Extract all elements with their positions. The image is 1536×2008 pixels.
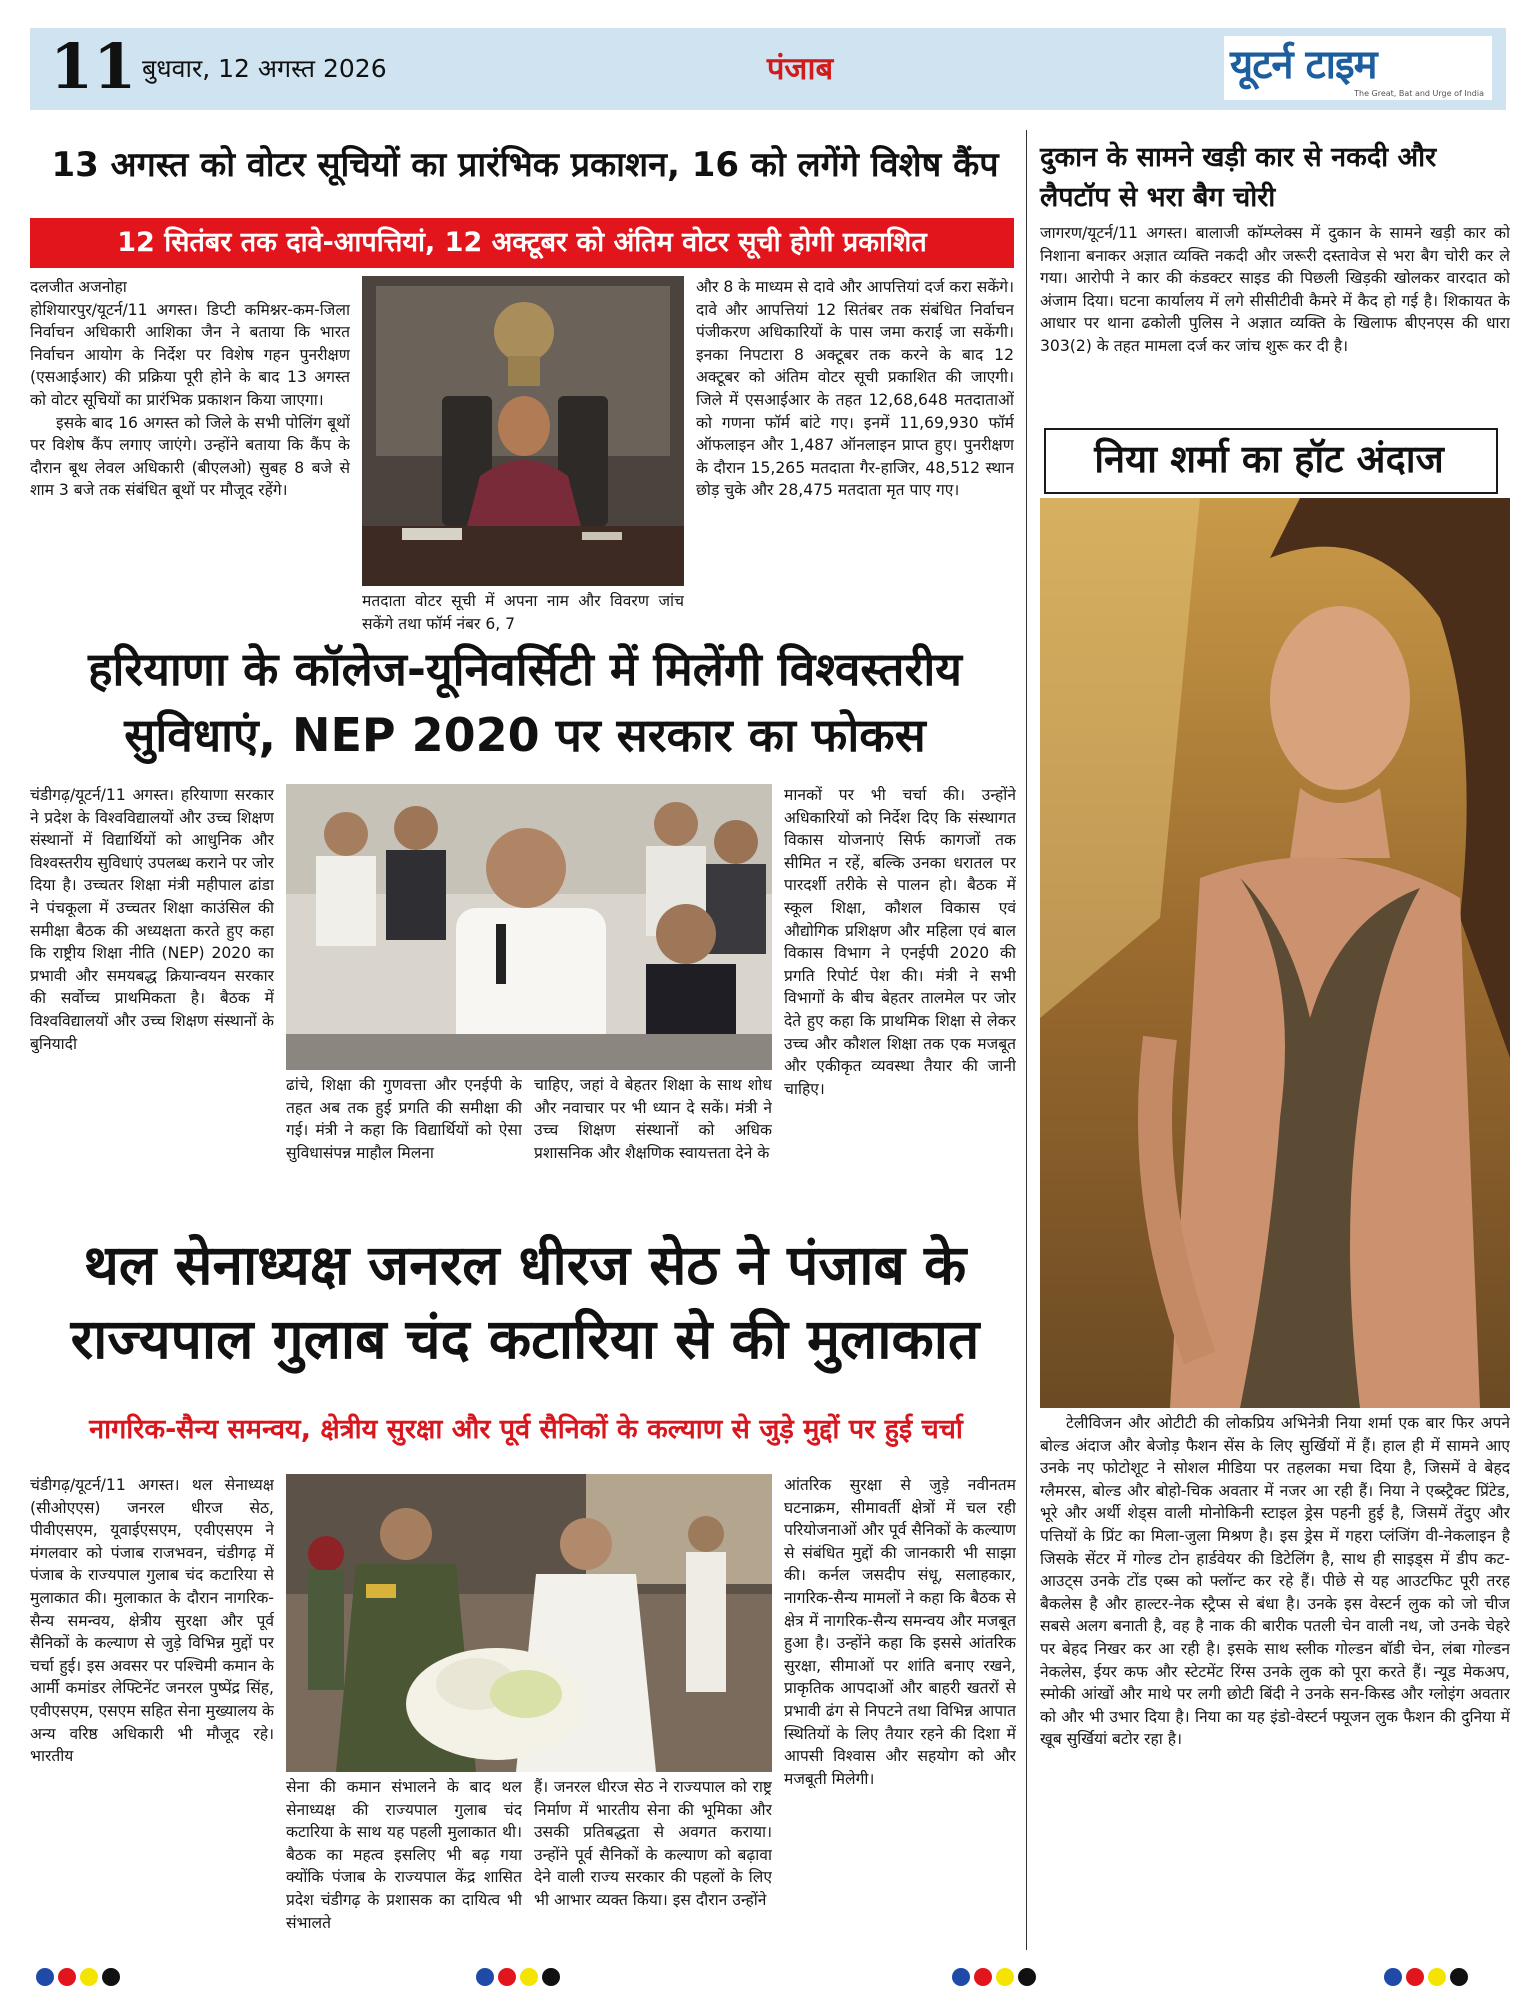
theft-headline: दुकान के सामने खड़ी कार से नकदी और लैपटॉप से भरा बैग चोरी: [1040, 142, 1437, 213]
army-para-3: हैं। जनरल धीरज सेठ ने राज्यपाल को राष्ट्र निर्माण में भारतीय सेना की भूमिका और उसकी प्रतिबद्धता से अवगत कराया। उन्होंने पूर्व सैनिकों के कल्याण को बढ़ावा देने वाली राज्य सरकार की पहलों के लिए भी आभार व्यक्त किया। इस दौरान उन्होंने: [534, 1778, 772, 1909]
dot-red: [974, 1968, 992, 1986]
dot-red: [58, 1968, 76, 1986]
logo-tagline: The Great, Bat and Urge of India: [1354, 89, 1484, 98]
voter-col-1: [30, 276, 350, 602]
dc-photo: [362, 276, 684, 586]
dot-black: [1018, 1968, 1036, 1986]
haryana-photo-illustration: [286, 784, 772, 1070]
voter-headline: 13 अगस्त को वोटर सूचियों का प्रारंभिक प्रकाशन, 16 को लगेंगे विशेष कैंप: [51, 145, 999, 185]
army-col-4: [784, 1474, 1016, 1950]
registration-dots-3: [952, 1968, 1040, 1988]
registration-dots-4: [1384, 1968, 1472, 1988]
haryana-headline-line-1: हरियाणा के कॉलेज-यूनिवर्सिटी में मिलेंगी विश्वस्तरीय: [88, 642, 962, 696]
dot-yellow: [1428, 1968, 1446, 1986]
dot-red: [1406, 1968, 1424, 1986]
voter-para-2: इसके बाद 16 अगस्त को जिले के सभी पोलिंग बूथों पर विशेष कैंप लगाए जाएंगे। उन्होंने बताया कि कैंप के दौरान बूथ लेवल अधिकारी (बीएलओ) सुबह 8 बजे से शाम 3 बजे तक संबंधित बूथों पर मौजूद रहेंगे।: [30, 413, 350, 500]
haryana-col-1: [30, 784, 274, 1194]
registration-dots-2: [476, 1968, 564, 1988]
registration-dots-1: [36, 1968, 124, 1988]
nia-photo-illustration: [1040, 498, 1510, 1408]
army-deck: नागरिक-सैन्य समन्वय, क्षेत्रीय सुरक्षा और पूर्व सैनिकों के कल्याण से जुड़े मुद्दों पर हुई चर्चा: [89, 1414, 963, 1445]
voter-col-2: मतदाता वोटर सूची में अपना नाम और विवरण जांच सकेंगे तथा फॉर्म नंबर 6, 7: [362, 592, 684, 633]
theft-para: जागरण/यूटर्न/11 अगस्त। बालाजी कॉम्प्लेक्स में दुकान के सामने खड़ी कार को निशाना बनाकर अज्ञात व्यक्ति नकदी और जरूरी दस्तावेज से भरा बैग चोरी कर ले गया। आरोपी ने कार की कंडक्टर साइड की पिछली खिड़की खोलकर वारदात को अंजाम दिया। घटना कार्यालय में लगे सीसीटीवी कैमरे में कैद हो गई है। शिकायत के आधार पर थाना ढकोली पुलिस ने अज्ञात व्यक्ति के खिलाफ बीएनएस की धारा 303(2) के तहत मामला दर्ज कर जांच शुरू कर दी है।: [1040, 224, 1510, 355]
nia-para: टेलीविजन और ओटीटी की लोकप्रिय अभिनेत्री निया शर्मा एक बार फिर अपने बोल्ड अंदाज और बेजोड़ फैशन सेंस के लिए सुर्खियों में हैं। हाल ही में सामने आए उनके नए फोटोशूट ने सोशल मीडिया पर तहलका मचा दिया है, जिसमें वे बेहद ग्लैमरस, बोल्ड और बोहो-चिक अवतार में नजर आ रही हैं। निया ने एब्स्ट्रैक्ट प्रिंटेड, भूरे और अर्थी शेड्स वाली मोनोकिनी स्टाइल ड्रेस पहनी हुई है, जिसमें तेंदुए और पत्तियों के प्रिंट का मिला-जुला मिश्रण है। इस ड्रेस में गहरा प्लंजिंग वी-नेकलाइन है जिसके सेंटर में गोल्ड टोन हार्डवेयर की डिटेलिंग है, साथ ही साइड्स में डीप कट-आउट्स उनके टोंड एब्स को फ्लॉन्ट कर रहे हैं। पीछे से यह आउटफिट पूरी तरह बैकलेस है और हाल्टर-नेक स्ट्रैप्स से बंधा है। उनके इस वेस्टर्न लुक को जो चीज सबसे अलग बनाती है, वह है नाक की बारीक पतली चेन वाली नथ, जो उनके चेहरे पर बेहद निखर कर आ रही है। इसके साथ स्लीक गोल्डन बॉडी चेन, लंबा गोल्डन नेकलेस, ईयर कफ और स्टेटमेंट रिंग्स उनके लुक को पूरा करते हैं। न्यूड मेकअप, स्मोकी आंखों और माथे पर लगी छोटी बिंदी ने उनके सन-किस्ड और ग्लोइंग अवतार को और भी उभार दिया है। निया का यह इंडो-वेस्टर्न फ्यूजन लुक फैशन की दुनिया में खूब सुर्खियां बटोर रहा है।: [1040, 1414, 1510, 1749]
dot-yellow: [80, 1968, 98, 1986]
army-col-3: [534, 1776, 772, 1950]
voter-para-3: और 8 के माध्यम से दावे और आपत्तियां दर्ज करा सकेंगे। दावे और आपत्तियां 12 सितंबर तक संबंधित निर्वाचन पंजीकरण अधिकारियों के पास जमा कराई जा सकेंगी। इनका निपटारा 8 अक्टूबर तक करने के बाद 12 अक्टूबर को अंतिम वोटर सूची प्रकाशित की जाएगी। जिले में एसआईआर के तहत 12,68,648 मतदाताओं को गणना फॉर्म बांटे गए। इनमें 11,69,930 फॉर्म ऑफलाइन और 1,487 ऑनलाइन प्राप्त हुए। पुनरीक्षण के दौरान 15,265 मतदाता गैर-हाजिर, 48,512 स्थान छोड़ चुके और 28,475 मतदाता मृत पाए गए।: [696, 278, 1014, 500]
dot-blue: [952, 1968, 970, 1986]
dot-red: [498, 1968, 516, 1986]
newspaper-logo: [1224, 36, 1492, 100]
voter-col-3: [696, 276, 1014, 612]
voter-para-1: होशियारपुर/यूटर्न/11 अगस्त। डिप्टी कमिश्नर-कम-जिला निर्वाचन अधिकारी आशिका जैन ने बताया कि भारत निर्वाचन आयोग के निर्देश पर विशेष गहन पुनरीक्षण (एसआईआर) की प्रक्रिया पूरी होने के बाद 13 अगस्त को वोटर सूचियों का प्रारंभिक प्रकाशन किया जाएगा।: [30, 300, 350, 409]
haryana-para-2: ढांचे, शिक्षा की गुणवत्ता और एनईपी के तहत अब तक हुई प्रगति की समीक्षा की गई। मंत्री ने कहा कि विद्यार्थियों को ऐसा सुविधासंपन्न माहौल मिलना: [286, 1076, 522, 1162]
dot-black: [542, 1968, 560, 1986]
haryana-headline-line-2: सुविधाएं, NEP 2020 पर सरकार का फोकस: [124, 708, 926, 762]
haryana-para-1: चंडीगढ़/यूटर्न/11 अगस्त। हरियाणा सरकार ने प्रदेश के विश्वविद्यालयों और उच्च शिक्षण संस्थानों में विद्यार्थियों को आधुनिक और विश्वस्तरीय सुविधाएं उपलब्ध कराने पर जोर दिया है। उच्चतर शिक्षा मंत्री महीपाल ढांडा ने पंचकूला में उच्चतर शिक्षा काउंसिल की समीक्षा बैठक की अध्यक्षता करते हुए कहा कि राष्ट्रीय शिक्षा नीति (NEP) 2020 का प्रभावी और समयबद्ध क्रियान्वयन सरकार की सर्वोच्च प्राथमिकता है। बैठक में विश्वविद्यालयों और उच्च शिक्षण संस्थानों के बुनियादी: [30, 786, 274, 1053]
army-para-4: आंतरिक सुरक्षा से जुड़े नवीनतम घटनाक्रम, सीमावर्ती क्षेत्रों में चल रही परियोजनाओं और पूर्व सैनिकों के कल्याण से संबंधित मुद्दों की जानकारी भी साझा की। कर्नल जसदीप संधू, सलाहकार, नागरिक-सैन्य मामलों ने कहा कि बैठक से क्षेत्र में नागरिक-सैन्य समन्वय और मजबूत हुआ है। उन्होंने कहा कि इससे आंतरिक सुरक्षा, सीमाओं पर शांति बनाए रखने, प्राकृतिक आपदाओं और बाहरी खतरों से प्रभावी ढंग से निपटने तथा विभिन्न आपात स्थितियों के लिए तैयार रहने की दिशा में आपसी विश्वास और सहयोग को और मजबूती मिलेगी।: [784, 1476, 1016, 1788]
army-meeting-photo: [286, 1474, 772, 1772]
haryana-col-2: [286, 1074, 522, 1198]
dot-blue: [1384, 1968, 1402, 1986]
army-headline: [30, 1228, 1020, 1376]
army-col-1: [30, 1474, 274, 1950]
army-para-2: सेना की कमान संभालने के बाद थल सेनाध्यक्ष की राज्यपाल गुलाब चंद कटारिया के साथ यह पहली मुलाकात थी। बैठक का महत्व इसलिए भी बढ़ गया क्योंकि पंजाब के राज्यपाल केंद्र शासित प्रदेश चंडीगढ़ के प्रशासक का दायित्व भी संभालते: [286, 1778, 522, 1932]
haryana-col-4: [784, 784, 1016, 1198]
section-name: पंजाब: [766, 51, 834, 87]
dot-blue: [36, 1968, 54, 1986]
nia-body: [1040, 1412, 1510, 1952]
haryana-para-3: चाहिए, जहां वे बेहतर शिक्षा के साथ शोध और नवाचार पर भी ध्यान दे सकें। मंत्री ने उच्च शिक्षण संस्थानों को अधिक प्रशासनिक और शैक्षणिक स्वायत्तता देने के: [534, 1076, 772, 1162]
dot-yellow: [996, 1968, 1014, 1986]
army-photo-illustration: [286, 1474, 772, 1772]
publication-date: बुधवार, 12 अगस्त 2026: [142, 54, 387, 83]
dot-black: [1450, 1968, 1468, 1986]
dot-black: [102, 1968, 120, 1986]
masthead: [30, 28, 1506, 110]
column-divider: [1026, 130, 1027, 1950]
army-headline-line-1: थल सेनाध्यक्ष जनरल धीरज सेठ ने पंजाब के: [83, 1233, 967, 1297]
nia-sharma-photo: [1040, 498, 1510, 1408]
haryana-headline: [30, 636, 1020, 768]
haryana-col-3: [534, 1074, 772, 1198]
logo-text: यूटर्न टाइम: [1230, 42, 1377, 88]
haryana-minister-photo: [286, 784, 772, 1070]
theft-body: [1040, 222, 1510, 406]
dot-yellow: [520, 1968, 538, 1986]
haryana-para-4: मानकों पर भी चर्चा की। उन्होंने अधिकारियों को निर्देश दिए कि संस्थागत विकास योजनाएं सिर्फ कागजों तक सीमित न रहें, बल्कि उनका धरातल पर पारदर्शी तरीके से पालन हो। बैठक में स्कूल शिक्षा, कौशल विकास एवं औद्योगिक प्रशिक्षण और महिला एवं बाल विकास विभाग ने एनईपी 2020 की प्रगति रिपोर्ट पेश की। मंत्री ने सभी विभागों के बीच बेहतर तालमेल पर जोर देते हुए कहा कि प्राथमिक शिक्षा से लेकर उच्च और कौशल शिक्षा तक एक मजबूत और एकीकृत व्यवस्था तैयार की जानी चाहिए।: [784, 786, 1016, 1098]
army-headline-line-2: राज्यपाल गुलाब चंद कटारिया से की मुलाकात: [70, 1307, 980, 1371]
army-col-2: [286, 1776, 522, 1950]
voter-byline: दलजीत अजनोहा: [30, 278, 127, 296]
army-para-1: चंडीगढ़/यूटर्न/11 अगस्त। थल सेनाध्यक्ष (सीओएएस) जनरल धीरज सेठ, पीवीएसएम, यूवाईएसएम, एवीएसएम ने मंगलवार को पंजाब राजभवन, चंडीगढ़ में पंजाब के राज्यपाल गुलाब चंद कटारिया से मुलाकात की। मुलाकात के दौरान नागरिक-सैन्य समन्वय, क्षेत्रीय सुरक्षा और पूर्व सैनिकों के कल्याण से जुड़े विभिन्न मुद्दों पर चर्चा हुई। इस अवसर पर पश्चिमी कमान के आर्मी कमांडर लेफ्टिनेंट जनरल पुष्पेंद्र सिंह, एवीएसएम, एसएम सहित सेना मुख्यालय के अन्य वरिष्ठ अधिकारी भी मौजूद रहे। भारतीय: [30, 1476, 274, 1766]
page-number: 11: [50, 30, 137, 103]
dc-photo-illustration: [362, 276, 684, 586]
dot-blue: [476, 1968, 494, 1986]
nia-headline: निया शर्मा का हॉट अंदाज: [1094, 437, 1444, 481]
voter-deck: 12 सितंबर तक दावे-आपत्तियां, 12 अक्टूबर को अंतिम वोटर सूची होगी प्रकाशित: [30, 218, 1014, 268]
